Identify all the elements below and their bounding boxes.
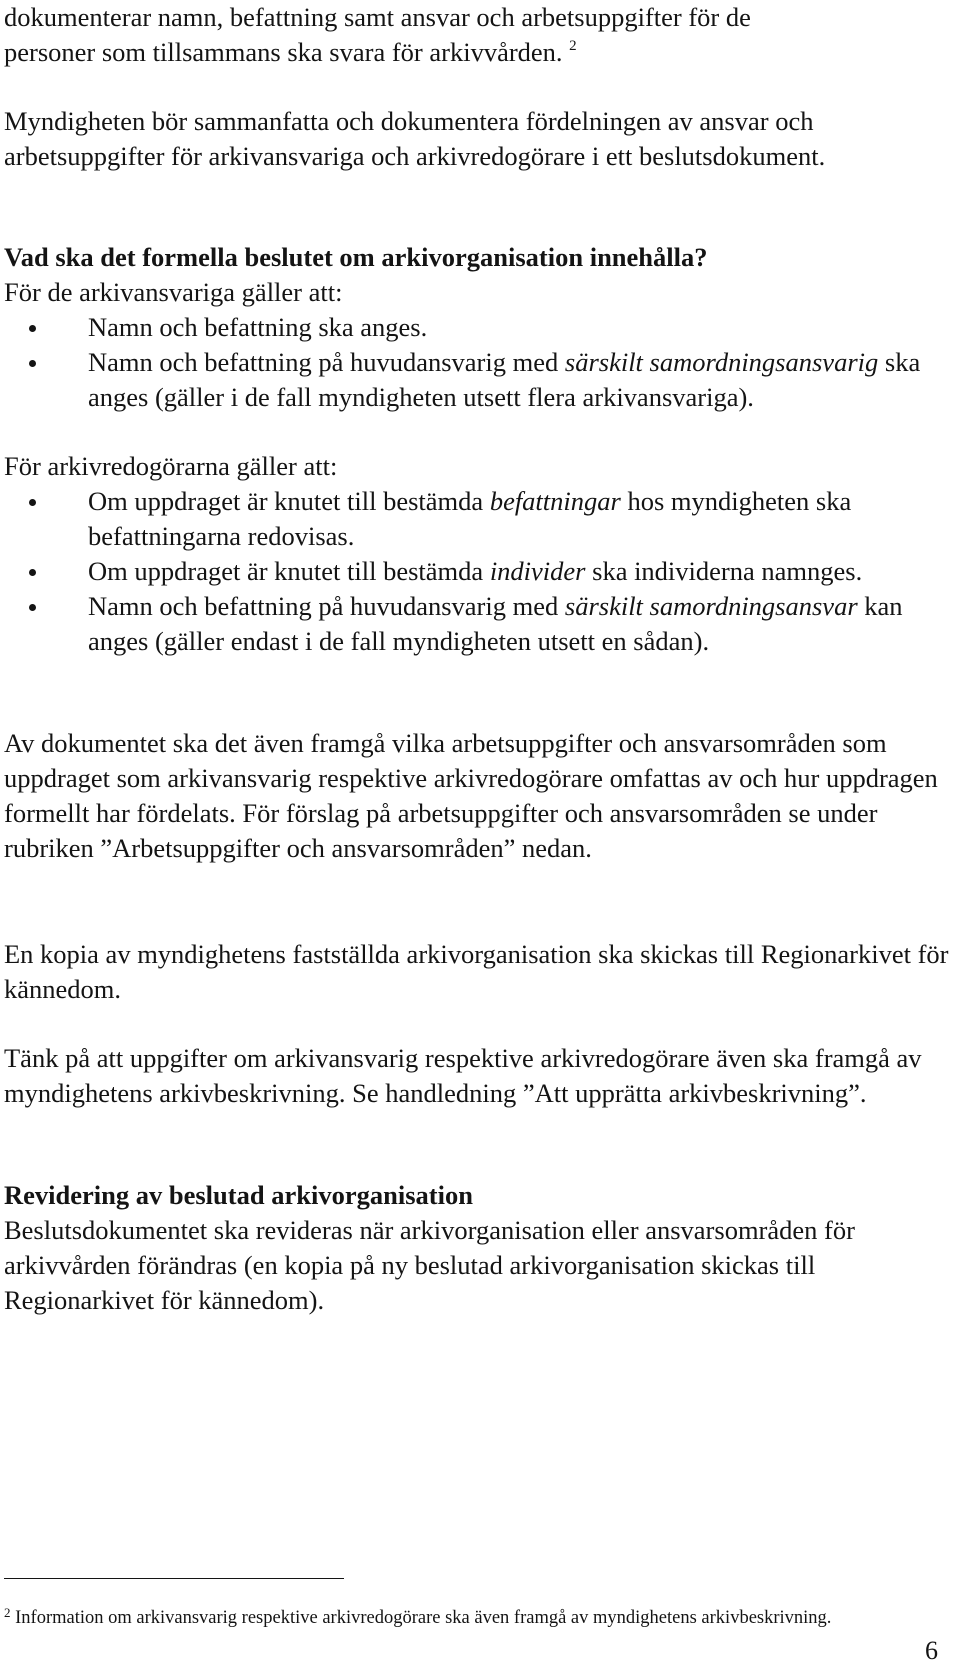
page-number: 6 bbox=[925, 1636, 938, 1665]
list-item: Namn och befattning på huvudansvarig med särskilt samordningsansvar kan anges (gäller endast i de fall myndigheten utsett en sådan). bbox=[4, 589, 954, 659]
footnote bbox=[4, 1603, 944, 1633]
redogorare-section bbox=[4, 449, 954, 659]
list-item: Namn och befattning ska anges. bbox=[4, 310, 954, 345]
copy-paragraph: En kopia av myndighetens fastställda arkivorganisation ska skickas till Regionarkivet för kännedom. bbox=[4, 939, 949, 1004]
document-paragraph: Av dokumentet ska det även framgå vilka arbetsuppgifter och ansvarsområden som uppdraget som arkivansvarig respektive arkivredogörare omfattas av och hur uppdragen formellt har fördelats. För förslag på arbetsuppgifter och ansvarsområden se under rubriken ”Arbetsuppgifter och ansvarsområden” nedan. bbox=[4, 728, 938, 863]
list-item: Om uppdraget är knutet till bestämda individer ska individerna namnges. bbox=[4, 554, 954, 589]
redogorare-list bbox=[4, 484, 954, 659]
revision-section bbox=[4, 1178, 954, 1318]
footnote-divider bbox=[4, 1578, 344, 1579]
list-item: Namn och befattning på huvudansvarig med särskilt samordningsansvarig ska anges (gäller i de fall myndigheten utsett flera arkivansvariga). bbox=[4, 345, 954, 415]
intro-paragraph bbox=[4, 0, 954, 70]
revision-body: Beslutsdokumentet ska revideras när arkivorganisation eller ansvarsområden för arkivvården förändras (en kopia på ny beslutad arkivorganisation skickas till Regionarkivet för kännedom). bbox=[4, 1215, 855, 1315]
intro-line-2: personer som tillsammans ska svara för arkivvården. bbox=[4, 37, 563, 67]
intro-line-1: dokumenterar namn, befattning samt ansvar och arbetsuppgifter för de bbox=[4, 2, 751, 32]
arkivansvariga-list bbox=[4, 310, 954, 415]
arkivansvariga-intro: För de arkivansvariga gäller att: bbox=[4, 277, 343, 307]
think-paragraph: Tänk på att uppgifter om arkivansvarig respektive arkivredogörare även ska framgå av myndighetens arkivbeskrivning. Se handledning ”Att upprätta arkivbeskrivning”. bbox=[4, 1043, 922, 1108]
summary-paragraph: Myndigheten bör sammanfatta och dokumentera fördelningen av ansvar och arbetsuppgifter för arkivansvariga och arkivredogörare i ett beslutsdokument. bbox=[4, 106, 826, 171]
list-item: Om uppdraget är knutet till bestämda befattningar hos myndigheten ska befattningarna redovisas. bbox=[4, 484, 954, 554]
revision-heading: Revidering av beslutad arkivorganisation bbox=[4, 1180, 473, 1210]
footnote-text: Information om arkivansvarig respektive arkivredogörare ska även framgå av myndighetens arkivbeskrivning. bbox=[10, 1608, 832, 1628]
redogorare-intro: För arkivredogörarna gäller att: bbox=[4, 451, 338, 481]
decision-section bbox=[4, 240, 954, 415]
footnote-reference[interactable]: 2 bbox=[569, 38, 577, 54]
decision-heading: Vad ska det formella beslutet om arkivorganisation innehålla? bbox=[4, 242, 708, 272]
footnote-number: 2 bbox=[4, 1605, 11, 1620]
